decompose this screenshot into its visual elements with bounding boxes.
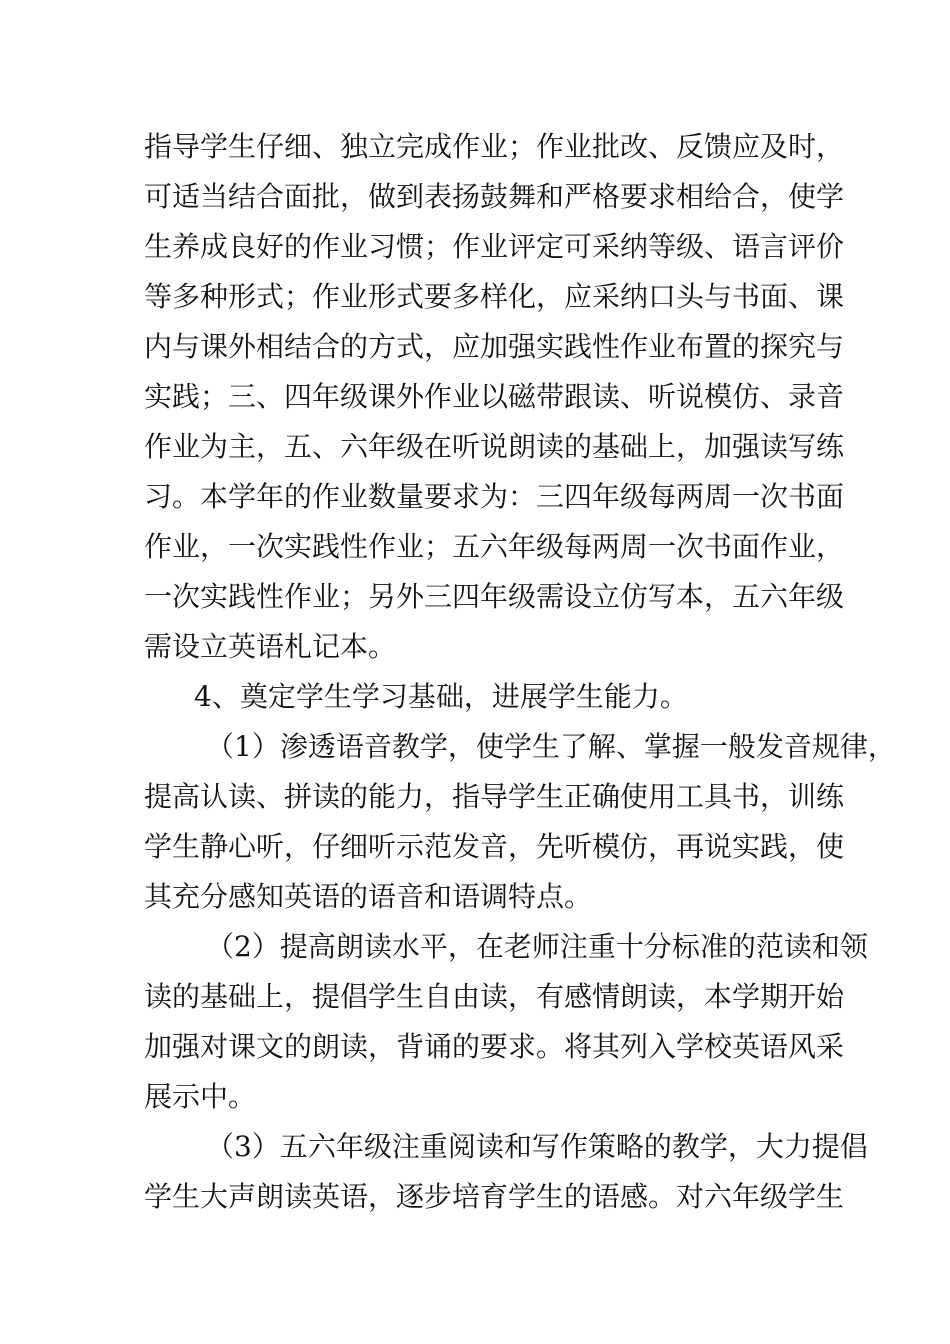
document-page [144, 122, 896, 1222]
text-line-19: 加强对课文的朗读，背诵的要求。将其列入学校英语风采 [144, 1030, 845, 1063]
text-line-14: 提高认读、拼读的能力，指导学生正确使用工具书，训练 [144, 780, 845, 813]
text-line-10: 一次实践性作业；另外三四年级需设立仿写本，五六年级 [144, 580, 845, 613]
text-line-8: 习。本学年的作业数量要求为：三四年级每两周一次书面 [144, 480, 845, 513]
text-line-2: 可适当结合面批，做到表扬鼓舞和严格要求相给合，使学 [144, 180, 845, 213]
text-line-9: 作业，一次实践性作业；五六年级每两周一次书面作业， [144, 530, 845, 563]
section-heading-4: 4、奠定学生学习基础，进展学生能力。 [194, 680, 688, 713]
text-line-5: 内与课外相结合的方式，应加强实践性作业布置的探究与 [144, 330, 845, 363]
text-line-17: （2）提高朗读水平，在老师注重十分标准的范读和领 [206, 930, 868, 963]
text-line-11: 需设立英语札记本。 [144, 630, 397, 663]
text-line-6: 实践；三、四年级课外作业以磁带跟读、听说模仿、录音 [144, 380, 845, 413]
text-line-16: 其充分感知英语的语音和语调特点。 [144, 880, 593, 913]
text-line-22: 学生大声朗读英语，逐步培育学生的语感。对六年级学生 [144, 1180, 845, 1213]
text-line-13: （1）渗透语音教学，使学生了解、掌握一般发音规律， [206, 730, 896, 763]
text-line-21: （3）五六年级注重阅读和写作策略的教学，大力提倡 [206, 1130, 868, 1163]
text-line-1: 指导学生仔细、独立完成作业；作业批改、反馈应及时， [144, 130, 845, 163]
text-line-15: 学生静心听，仔细听示范发音，先听模仿，再说实践，使 [144, 830, 845, 863]
text-line-7: 作业为主，五、六年级在听说朗读的基础上，加强读写练 [144, 430, 845, 463]
text-line-4: 等多种形式；作业形式要多样化，应采纳口头与书面、课 [144, 280, 845, 313]
text-line-3: 生养成良好的作业习惯；作业评定可采纳等级、语言评价 [144, 230, 845, 263]
text-line-20: 展示中。 [144, 1080, 257, 1113]
text-line-18: 读的基础上，提倡学生自由读，有感情朗读，本学期开始 [144, 980, 845, 1013]
